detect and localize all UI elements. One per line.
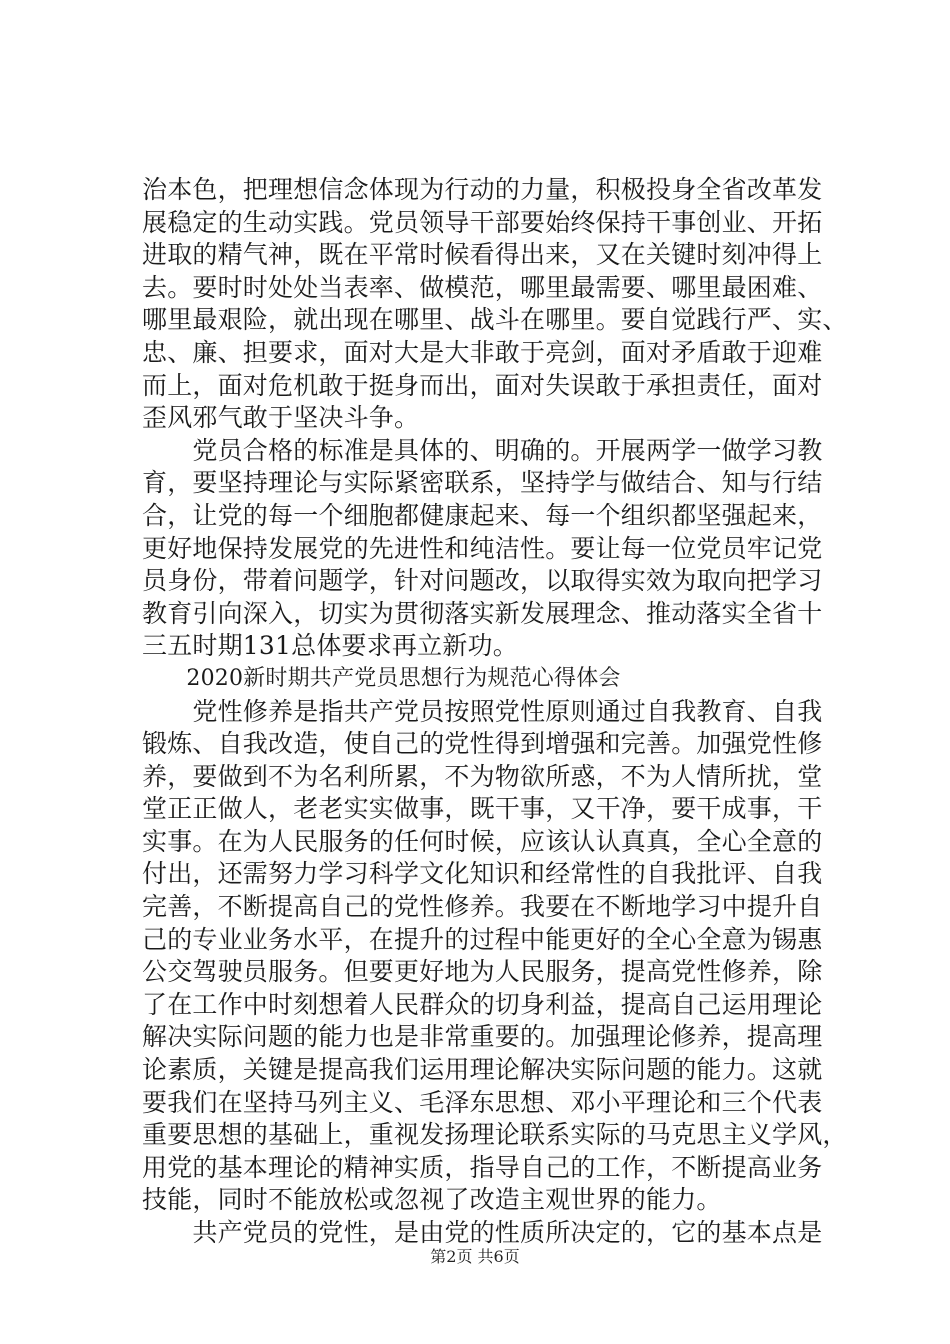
text-line: 去。要时时处处当表率、做模范，哪里最需要、哪里最困难、: [142, 272, 823, 302]
text-line: 公交驾驶员服务。但要更好地为人民服务，提高党性修养，除: [142, 957, 823, 987]
text-line: 重要思想的基础上，重视发扬理论联系实际的马克思主义学风，: [142, 1120, 848, 1150]
text-line: 进取的精气神，既在平常时候看得出来，又在关键时刻冲得上: [142, 240, 823, 270]
text-line: 共产党员的党性，是由党的性质所决定的，它的基本点是: [142, 1218, 823, 1247]
text-line: 用党的基本理论的精神实质，指导自己的工作，不断提高业务: [142, 1152, 823, 1182]
text-line: 党性修养是指共产党员按照党性原则通过自我教育、自我: [142, 696, 823, 726]
text-line: 而上，面对危机敢于挺身而出，面对失误敢于承担责任，面对: [142, 370, 823, 400]
text-line: 解决实际问题的能力也是非常重要的。加强理论修养，提高理: [142, 1022, 823, 1052]
page-footer: [0, 1244, 950, 1267]
text-line: 党员合格的标准是具体的、明确的。开展两学一做学习教: [142, 435, 823, 465]
text-line: 合，让党的每一个细胞都健康起来、每一个组织都坚强起来，: [142, 500, 823, 530]
text-line: 技能，同时不能放松或忽视了改造主观世界的能力。: [142, 1185, 722, 1215]
text-line: 养，要做到不为名利所累，不为物欲所惑，不为人情所扰，堂: [142, 761, 823, 791]
text-line: 付出，还需努力学习科学文化知识和经常性的自我批评、自我: [142, 859, 823, 889]
text-line: 锻炼、自我改造，使自己的党性得到增强和完善。加强党性修: [142, 729, 823, 759]
text-line: 忠、廉、担要求，面对大是大非敢于亮剑，面对矛盾敢于迎难: [142, 337, 823, 367]
text-line: 了在工作中时刻想着人民群众的切身利益，提高自己运用理论: [142, 989, 823, 1019]
text-line: 展稳定的生动实践。党员领导干部要始终保持干事创业、开拓: [142, 207, 823, 237]
text-line: 教育引向深入，切实为贯彻落实新发展理念、推动落实全省十: [142, 598, 823, 628]
text-line: 完善，不断提高自己的党性修养。我要在不断地学习中提升自: [142, 892, 823, 922]
document-body: [142, 174, 852, 1250]
text-line: 员身份，带着问题学，针对问题改，以取得实效为取向把学习: [142, 566, 823, 596]
text-line: 歪风邪气敢于坚决斗争。: [142, 403, 420, 433]
text-line: 育，要坚持理论与实际紧密联系，坚持学与做结合、知与行结: [142, 468, 823, 498]
text-line: 堂正正做人，老老实实做事，既干事，又干净，要干成事，干: [142, 794, 823, 824]
page-number: 第2页 共6页: [430, 1247, 520, 1266]
text-line: 己的专业业务水平，在提升的过程中能更好的全心全意为锡惠: [142, 924, 823, 954]
section-heading: 2020新时期共产党员思想行为规范心得体会: [142, 665, 621, 691]
text-line: 要我们在坚持马列主义、毛泽东思想、邓小平理论和三个代表: [142, 1087, 823, 1117]
text-line: 更好地保持发展党的先进性和纯洁性。要让每一位党员牢记党: [142, 533, 823, 563]
text-line: 哪里最艰险，就出现在哪里、战斗在哪里。要自觉践行严、实、: [142, 305, 848, 335]
text-line: 三五时期131总体要求再立新功。: [142, 631, 518, 661]
text-line: 治本色，把理想信念体现为行动的力量，积极投身全省改革发: [142, 175, 823, 204]
text-line: 论素质，关键是提高我们运用理论解决实际问题的能力。这就: [142, 1055, 823, 1085]
text-line: 实事。在为人民服务的任何时候，应该认认真真，全心全意的: [142, 826, 823, 856]
